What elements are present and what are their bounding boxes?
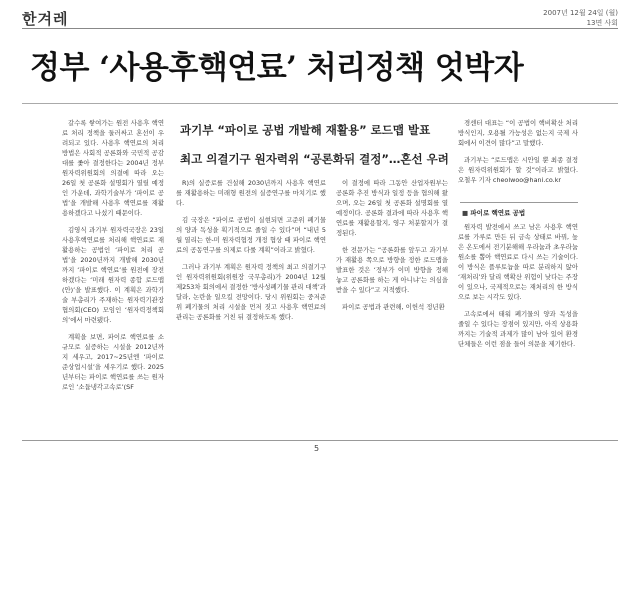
date-section <box>543 8 618 28</box>
subheadline-2: 최고 의결기구 원자력위 “공론화뒤 결정”…혼선 우려 <box>180 152 449 166</box>
paragraph: 한 전문가는 “공론화를 앞두고 과기부가 재활용 쪽으로 방향을 정한 로드맵을 발표한 것은 ‘정부가 이미 방향을 정해 놓고 공론화를 하는 게 아니냐’는 의심을 받을 수 있다”고 지적했다. <box>336 246 448 294</box>
issue-date: 2007년 12월 24일 (월) <box>543 9 618 17</box>
paragraph: R)의 실증로를 건설해 2030년까지 사용후 핵연료를 재활용하는 미래형 원전의 실증연구를 마치기로 했다. <box>176 179 326 207</box>
box-rule <box>460 202 578 203</box>
subheadline-1: 과기부 “파이로 공법 개발해 재활용” 로드맵 발표 <box>180 123 431 137</box>
masthead: 한겨레 <box>22 10 69 28</box>
paragraph: 계획을 보면, 파이로 핵연료를 소규모로 실증하는 시설을 2012년까지 세우고, 2017~25년엔 ‘파이로 준상업시설’을 세우기로 했다. 2025년부터는 파이로 핵연료를 쓰는 원자로인 ‘소듐냉각고속로’(SF <box>62 333 164 391</box>
top-rule <box>22 28 618 29</box>
article-column-1 <box>62 118 164 434</box>
page-number: 5 <box>314 444 320 453</box>
article-column-2 <box>176 178 326 434</box>
paragraph: 그러나 과기부 계획은 원자력 정책의 최고 의결기구인 원자력위원회(위원장 국무총리)가 2004년 12월 제253차 회의에서 결정한 ‘방사성폐기물 관리 대책’과 달라, 논란을 일으킬 전망이다. 당시 위원회는 중저준위 폐기물의 처리 시설을 먼저 짓고 사용후 핵연료의 관리는 공론화를 거친 뒤 결정하도록 했다. <box>176 263 326 321</box>
paragraph: 파이로 공법과 관련해, 이헌석 정년환 <box>342 303 445 311</box>
headline: 정부 ‘사용후핵연료’ 처리정책 엇박자 <box>30 50 524 86</box>
paragraph: 경센터 대표는 “이 공법이 핵비확산 처리 방식인지, 오용될 가능성은 없는지 국제 사회에서 이견이 많다”고 말했다. <box>458 119 578 147</box>
section-label: 13면 사회 <box>586 19 618 27</box>
paragraph: 원자력 발전에서 쓰고 남은 사용후 핵연료를 가루로 만든 뒤 금속 상태로 바꿔, 높은 온도에서 전기분해해 우라늄과 초우라늄 원소를 뽑아 핵연료로 다시 쓰는 기술이다. 이 방식은 플루토늄을 따로 분리하지 않아 ‘재처리’와 달리 핵확산 위험이 낮다는 주장이 있으나, 국제적으로는 재처리의 한 방식으로 보는 시각도 있다. <box>458 223 578 301</box>
article-column-3 <box>336 178 448 434</box>
article-column-4 <box>458 118 578 196</box>
sidebar-box-title: ■ 파이로 핵연료 공법 <box>462 208 525 217</box>
bottom-rule <box>22 440 618 441</box>
paragraph: 과기부는 “로드맵은 시안일 뿐 최종 결정은 원자력위원회가 할 것”이라고 밝혔다. 오철우 기자 cheolwoo@hani.co.kr <box>458 156 578 184</box>
paragraph: 갈수록 쌓여가는 원전 사용후 핵연료 처리 정책을 둘러싸고 혼선이 우려되고 있다. 사용후 핵연료의 처리 방법은 사회적 공론화와 국민적 공감대를 좇아 결정한다는 2004년 정부 원자력위원회의 의결에 따라 오는 26일 첫 공론화 설명회가 열릴 예정인 가운데, 과학기술부가 ‘파이로 공법’을 개발해 사용후 핵연료를 재활용하겠다고 나섰기 때문이다. <box>62 119 164 217</box>
paragraph: 이 결정에 따라 그동안 산업자원부는 공론화 추진 방식과 일정 등을 협의해 왔으며, 오는 26일 첫 공론화 설명회를 열 예정이다. 공론화 결과에 따라 사용후 핵연료를 재활용할지, 영구 처분할지가 결정된다. <box>336 179 448 237</box>
sidebar-box-text <box>458 222 578 434</box>
paragraph: 김영식 과기부 원자력국장은 23일 사용후핵연료를 처리해 핵연료로 재활용하는 공법인 ‘파이로 처리 공법’을 2020년까지 개발해 2030년까지 ‘파이로 핵연료’를 원전에 장전하겠다는 ‘미래 원자력 종합 로드맵(안)’을 발표했다. 이 계획은 과학기술 부총리가 주재하는 원자력기관장협의회(CEO) 모임인 ‘원자력정책회의’에서 마련됐다. <box>62 226 164 324</box>
paragraph: 고속로에서 태워 폐기물의 양과 독성을 줄일 수 있다는 장점이 있지만, 아직 상용화까지는 기술적 과제가 많이 남아 있어 환경단체들은 이런 점을 들어 의문을 제기한다. <box>458 310 578 348</box>
headline-rule <box>22 103 618 104</box>
paragraph: 김 국장은 “파이로 공법이 실현되면 고준위 폐기물의 양과 독성을 획기적으로 줄일 수 있다”며 “내년 5월 열리는 한-미 원자력협정 개정 협상 때 파이로 핵연료의 공동연구를 의제로 다룰 계획”이라고 밝혔다. <box>176 216 326 254</box>
